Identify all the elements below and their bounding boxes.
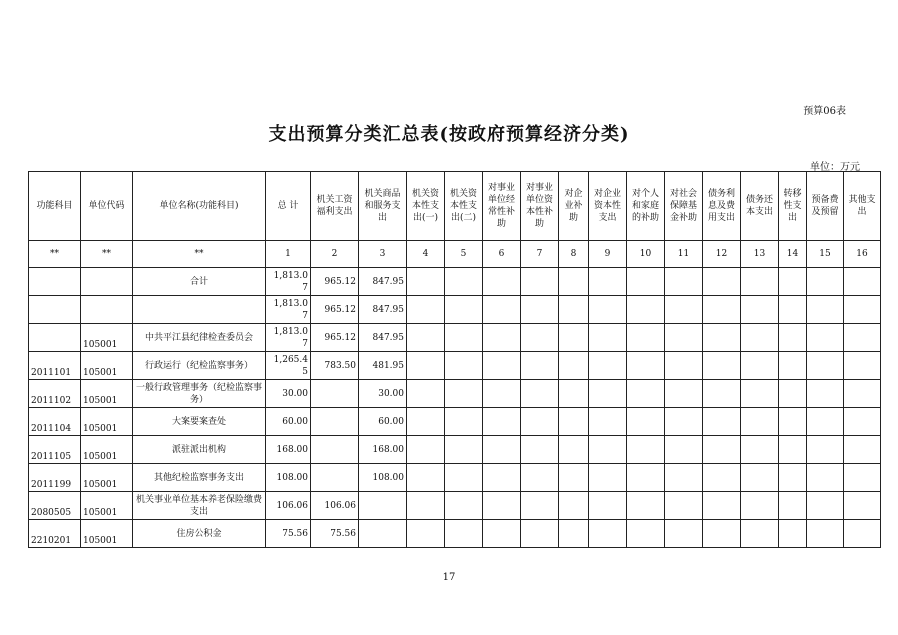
empty-cell [807,520,844,548]
empty-cell [521,268,559,296]
empty-cell [779,268,807,296]
column-index-cell: 15 [807,241,844,268]
empty-cell [807,408,844,436]
empty-cell [779,408,807,436]
empty-cell [703,520,741,548]
empty-cell [741,324,779,352]
empty-cell [703,492,741,520]
table-row [29,268,881,296]
goods-services-cell: 60.00 [359,408,407,436]
empty-cell [627,380,665,408]
column-header: 其他支出 [844,172,881,241]
total-cell: 106.06 [266,492,311,520]
function-code-cell: 2011101 [29,352,81,380]
empty-cell [483,268,521,296]
empty-cell [665,380,703,408]
total-cell: 75.56 [266,520,311,548]
empty-cell [779,492,807,520]
column-header: 对个人和家庭的补助 [627,172,665,241]
empty-cell [559,380,589,408]
empty-cell [741,352,779,380]
function-code-cell [29,324,81,352]
total-cell: 168.00 [266,436,311,464]
empty-cell [741,436,779,464]
function-code-cell: 2011104 [29,408,81,436]
goods-services-cell: 30.00 [359,380,407,408]
column-header: 债务利息及费用支出 [703,172,741,241]
form-number: 预算06表 [803,106,846,117]
unit-code-cell: 105001 [81,352,133,380]
table-row [29,324,881,352]
column-index-cell: ** [133,241,266,268]
wages-cell: 965.12 [311,268,359,296]
empty-cell [521,380,559,408]
column-index-cell: ** [81,241,133,268]
empty-cell [665,408,703,436]
empty-cell [407,296,445,324]
empty-cell [807,352,844,380]
empty-cell [589,436,627,464]
empty-cell [559,492,589,520]
unit-name-cell: 大案要案查处 [133,408,266,436]
empty-cell [627,436,665,464]
empty-cell [703,352,741,380]
empty-cell [559,268,589,296]
budget-table [28,171,881,548]
function-code-cell: 2011199 [29,464,81,492]
goods-services-cell: 847.95 [359,296,407,324]
empty-cell [779,352,807,380]
empty-cell [665,492,703,520]
empty-cell [589,268,627,296]
table-row [29,436,881,464]
total-cell: 1,813.07 [266,296,311,324]
column-header: 总 计 [266,172,311,241]
empty-cell [445,324,483,352]
empty-cell [741,296,779,324]
empty-cell [559,436,589,464]
function-code-cell: 2011102 [29,380,81,408]
total-cell: 1,813.07 [266,324,311,352]
empty-cell [807,296,844,324]
empty-cell [407,408,445,436]
function-code-cell [29,296,81,324]
empty-cell [779,520,807,548]
empty-cell [665,324,703,352]
empty-cell [741,268,779,296]
unit-code-cell: 105001 [81,520,133,548]
empty-cell [844,352,881,380]
column-index-cell: 14 [779,241,807,268]
empty-cell [407,520,445,548]
unit-label: 单位：万元 [810,162,860,173]
empty-cell [445,408,483,436]
empty-cell [627,464,665,492]
empty-cell [589,296,627,324]
empty-cell [407,380,445,408]
column-header: 功能科目 [29,172,81,241]
empty-cell [665,352,703,380]
unit-name-cell [133,296,266,324]
empty-cell [703,268,741,296]
empty-cell [559,352,589,380]
empty-cell [445,352,483,380]
empty-cell [627,520,665,548]
function-code-cell [29,268,81,296]
empty-cell [559,520,589,548]
column-index-cell: 2 [311,241,359,268]
empty-cell [844,436,881,464]
column-header: 机关商品和服务支出 [359,172,407,241]
page-number: 17 [442,572,456,583]
column-index-cell: 13 [741,241,779,268]
column-index-cell: 7 [521,241,559,268]
empty-cell [589,352,627,380]
column-index-row [29,241,881,268]
empty-cell [844,464,881,492]
goods-services-cell: 481.95 [359,352,407,380]
header-row [29,172,881,241]
empty-cell [407,268,445,296]
wages-cell [311,464,359,492]
empty-cell [665,268,703,296]
empty-cell [741,380,779,408]
empty-cell [703,380,741,408]
empty-cell [844,296,881,324]
unit-code-cell: 105001 [81,464,133,492]
empty-cell [407,436,445,464]
empty-cell [521,464,559,492]
empty-cell [483,296,521,324]
empty-cell [521,352,559,380]
unit-name-cell: 其他纪检监察事务支出 [133,464,266,492]
empty-cell [779,324,807,352]
wages-cell [311,436,359,464]
empty-cell [589,464,627,492]
table-row [29,352,881,380]
empty-cell [483,520,521,548]
total-cell: 108.00 [266,464,311,492]
column-header: 单位代码 [81,172,133,241]
column-index-cell: 8 [559,241,589,268]
empty-cell [627,324,665,352]
empty-cell [779,380,807,408]
table-row [29,464,881,492]
empty-cell [703,408,741,436]
total-cell: 30.00 [266,380,311,408]
empty-cell [741,408,779,436]
wages-cell: 965.12 [311,324,359,352]
empty-cell [703,436,741,464]
empty-cell [665,436,703,464]
empty-cell [779,464,807,492]
function-code-cell: 2210201 [29,520,81,548]
empty-cell [407,324,445,352]
column-index-cell: 6 [483,241,521,268]
empty-cell [407,352,445,380]
empty-cell [589,408,627,436]
total-cell: 1,265.45 [266,352,311,380]
wages-cell: 75.56 [311,520,359,548]
empty-cell [807,268,844,296]
goods-services-cell [359,520,407,548]
empty-cell [741,520,779,548]
empty-cell [483,464,521,492]
unit-name-cell: 一般行政管理事务（纪检监察事务） [133,380,266,408]
empty-cell [407,492,445,520]
empty-cell [665,464,703,492]
empty-cell [844,324,881,352]
unit-code-cell: 105001 [81,408,133,436]
empty-cell [627,296,665,324]
empty-cell [445,296,483,324]
goods-services-cell: 108.00 [359,464,407,492]
goods-services-cell: 847.95 [359,268,407,296]
unit-name-cell: 中共平江县纪律检查委员会 [133,324,266,352]
table-row [29,296,881,324]
empty-cell [665,520,703,548]
empty-cell [807,464,844,492]
column-index-cell: 11 [665,241,703,268]
empty-cell [703,324,741,352]
unit-code-cell: 105001 [81,324,133,352]
column-index-cell: 12 [703,241,741,268]
empty-cell [844,380,881,408]
empty-cell [589,492,627,520]
unit-code-cell: 105001 [81,492,133,520]
table-row [29,380,881,408]
empty-cell [589,324,627,352]
unit-name-cell: 派驻派出机构 [133,436,266,464]
column-header: 机关资本性支出(一) [407,172,445,241]
table-row [29,520,881,548]
empty-cell [844,268,881,296]
column-index-cell: 16 [844,241,881,268]
column-header: 机关工资福利支出 [311,172,359,241]
empty-cell [627,408,665,436]
wages-cell [311,380,359,408]
empty-cell [445,492,483,520]
column-header: 对事业单位资本性补助 [521,172,559,241]
column-header: 预备费及预留 [807,172,844,241]
empty-cell [665,296,703,324]
column-header: 对社会保障基金补助 [665,172,703,241]
wages-cell [311,408,359,436]
empty-cell [483,380,521,408]
empty-cell [445,436,483,464]
empty-cell [844,492,881,520]
empty-cell [521,408,559,436]
column-header: 债务还本支出 [741,172,779,241]
column-header: 单位名称(功能科目) [133,172,266,241]
empty-cell [407,464,445,492]
wages-cell: 106.06 [311,492,359,520]
column-index-cell: 3 [359,241,407,268]
column-header: 对企业资本性支出 [589,172,627,241]
unit-name-cell: 机关事业单位基本养老保险缴费支出 [133,492,266,520]
unit-name-cell: 行政运行（纪检监察事务） [133,352,266,380]
column-header: 转移性支出 [779,172,807,241]
empty-cell [807,436,844,464]
empty-cell [521,296,559,324]
empty-cell [844,520,881,548]
empty-cell [483,408,521,436]
page-title: 支出预算分类汇总表(按政府预算经济分类) [268,124,630,145]
column-index-cell: 9 [589,241,627,268]
empty-cell [807,492,844,520]
empty-cell [703,464,741,492]
goods-services-cell: 847.95 [359,324,407,352]
empty-cell [521,436,559,464]
empty-cell [559,408,589,436]
table-row [29,492,881,520]
empty-cell [445,268,483,296]
empty-cell [559,464,589,492]
empty-cell [589,520,627,548]
empty-cell [483,324,521,352]
empty-cell [445,380,483,408]
empty-cell [627,268,665,296]
empty-cell [483,492,521,520]
function-code-cell: 2080505 [29,492,81,520]
unit-code-cell [81,268,133,296]
empty-cell [779,296,807,324]
empty-cell [559,324,589,352]
empty-cell [627,352,665,380]
table-row [29,408,881,436]
column-index-cell: 5 [445,241,483,268]
empty-cell [627,492,665,520]
empty-cell [807,324,844,352]
wages-cell: 783.50 [311,352,359,380]
empty-cell [445,464,483,492]
unit-code-cell [81,296,133,324]
column-index-cell: 1 [266,241,311,268]
empty-cell [844,408,881,436]
empty-cell [807,380,844,408]
empty-cell [741,492,779,520]
empty-cell [445,520,483,548]
empty-cell [521,492,559,520]
column-index-cell: ** [29,241,81,268]
unit-name-cell: 合计 [133,268,266,296]
goods-services-cell [359,492,407,520]
column-header: 对事业单位经常性补助 [483,172,521,241]
column-index-cell: 10 [627,241,665,268]
empty-cell [741,464,779,492]
empty-cell [589,380,627,408]
unit-code-cell: 105001 [81,380,133,408]
empty-cell [483,436,521,464]
goods-services-cell: 168.00 [359,436,407,464]
function-code-cell: 2011105 [29,436,81,464]
empty-cell [483,352,521,380]
empty-cell [521,520,559,548]
wages-cell: 965.12 [311,296,359,324]
column-header: 机关资本性支出(二) [445,172,483,241]
total-cell: 1,813.07 [266,268,311,296]
empty-cell [521,324,559,352]
unit-name-cell: 住房公积金 [133,520,266,548]
column-index-cell: 4 [407,241,445,268]
column-header: 对企业补助 [559,172,589,241]
empty-cell [559,296,589,324]
empty-cell [703,296,741,324]
empty-cell [779,436,807,464]
unit-code-cell: 105001 [81,436,133,464]
total-cell: 60.00 [266,408,311,436]
